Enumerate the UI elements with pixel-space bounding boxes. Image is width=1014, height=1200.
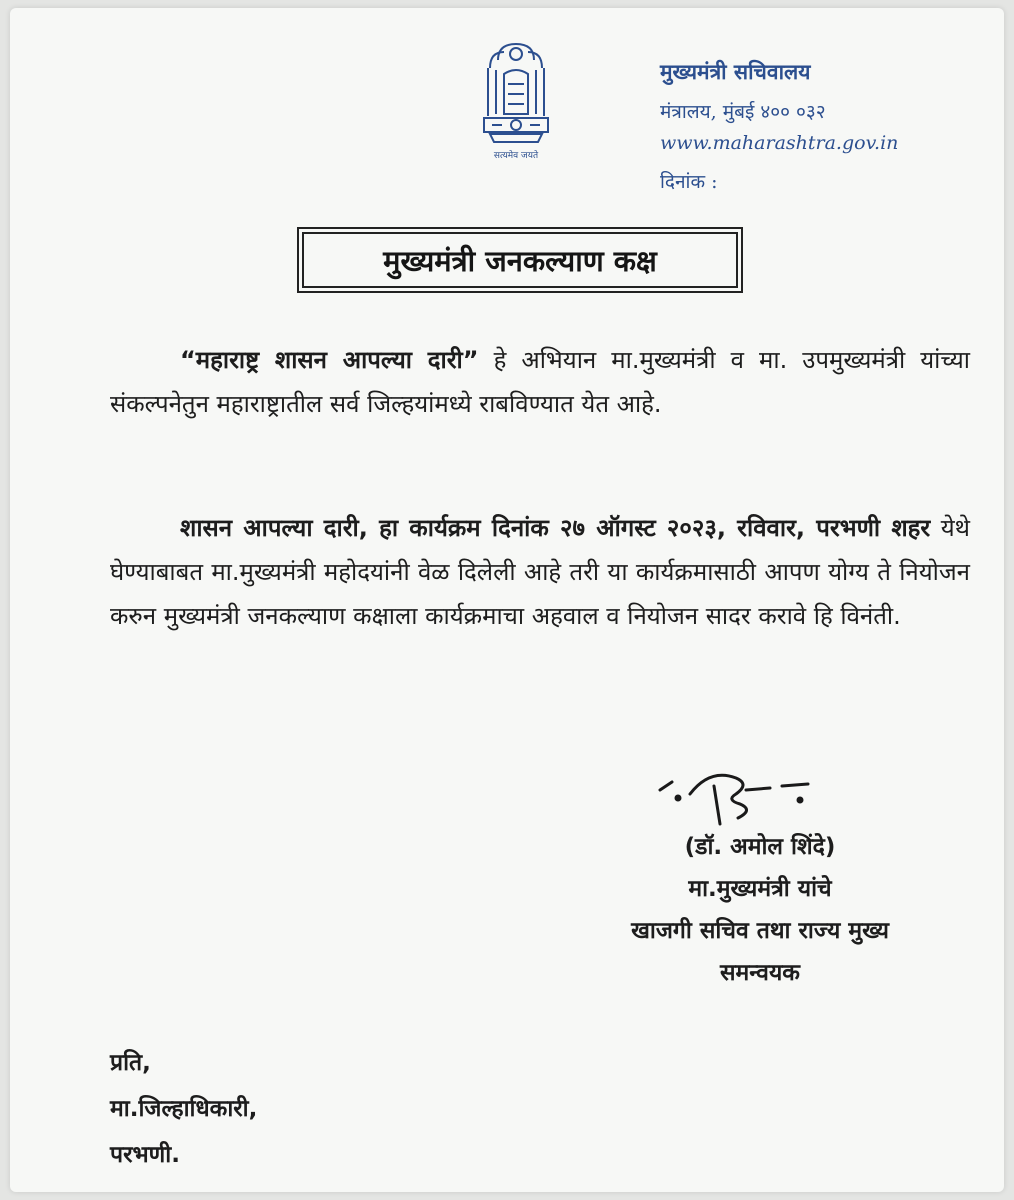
campaign-name: “महाराष्ट्र शासन आपल्या दारी” <box>180 346 479 374</box>
paragraph-event <box>110 506 970 638</box>
office-name: मुख्यमंत्री सचिवालय <box>660 59 811 84</box>
recipient-to: प्रति, <box>110 1050 151 1076</box>
signatory-name: (डॉ. अमोल शिंदे) <box>684 834 836 860</box>
emblem-motto: सत्यमेव जयते <box>493 151 539 161</box>
date-label: दिनांक : <box>660 171 718 193</box>
signatory-designation-3: समन्वयक <box>720 960 800 986</box>
paragraph-1-text: हे अभियान मा.मुख्यमंत्री व मा. उपमुख्यमंत्री यांच्या संकल्पनेतुन महाराष्ट्रातील सर्व जिल्हयांमध्ये राबविण्यात येत आहे. <box>110 346 970 418</box>
paragraph-campaign <box>110 338 970 426</box>
event-details: शासन आपल्या दारी, हा कार्यक्रम दिनांक २७ ऑगस्ट २०२३, रविवार, परभणी शहर <box>180 514 931 542</box>
recipient-block <box>110 1040 510 1178</box>
signatory-designation-2: खाजगी सचिव तथा राज्य मुख्य <box>631 918 889 944</box>
recipient-place: परभणी. <box>110 1142 180 1168</box>
signatory-block <box>570 826 950 994</box>
signatory-designation-1: मा.मुख्यमंत्री यांचे <box>688 876 832 902</box>
office-address: मंत्रालय, मुंबई ४०० ०३२ <box>660 101 826 123</box>
letterhead-block <box>660 58 990 194</box>
paragraph-2-text: येथे घेण्याबाबत मा.मुख्यमंत्री महोदयांनी वेळ दिलेली आहे तरी या कार्यक्रमासाठी आपण योग्य ते नियोजन करुन मुख्यमंत्री जनकल्याण कक्षाला कार्यक्रमाचा अहवाल व नियोजन सादर करावे हि विनंती. <box>110 514 970 630</box>
document-title: मुख्यमंत्री जनकल्याण कक्ष <box>302 232 738 288</box>
website-link[interactable]: www.maharashtra.gov.in <box>660 132 899 154</box>
recipient-designation: मा.जिल्हाधिकारी, <box>110 1096 258 1122</box>
letter-page <box>10 8 1004 1192</box>
